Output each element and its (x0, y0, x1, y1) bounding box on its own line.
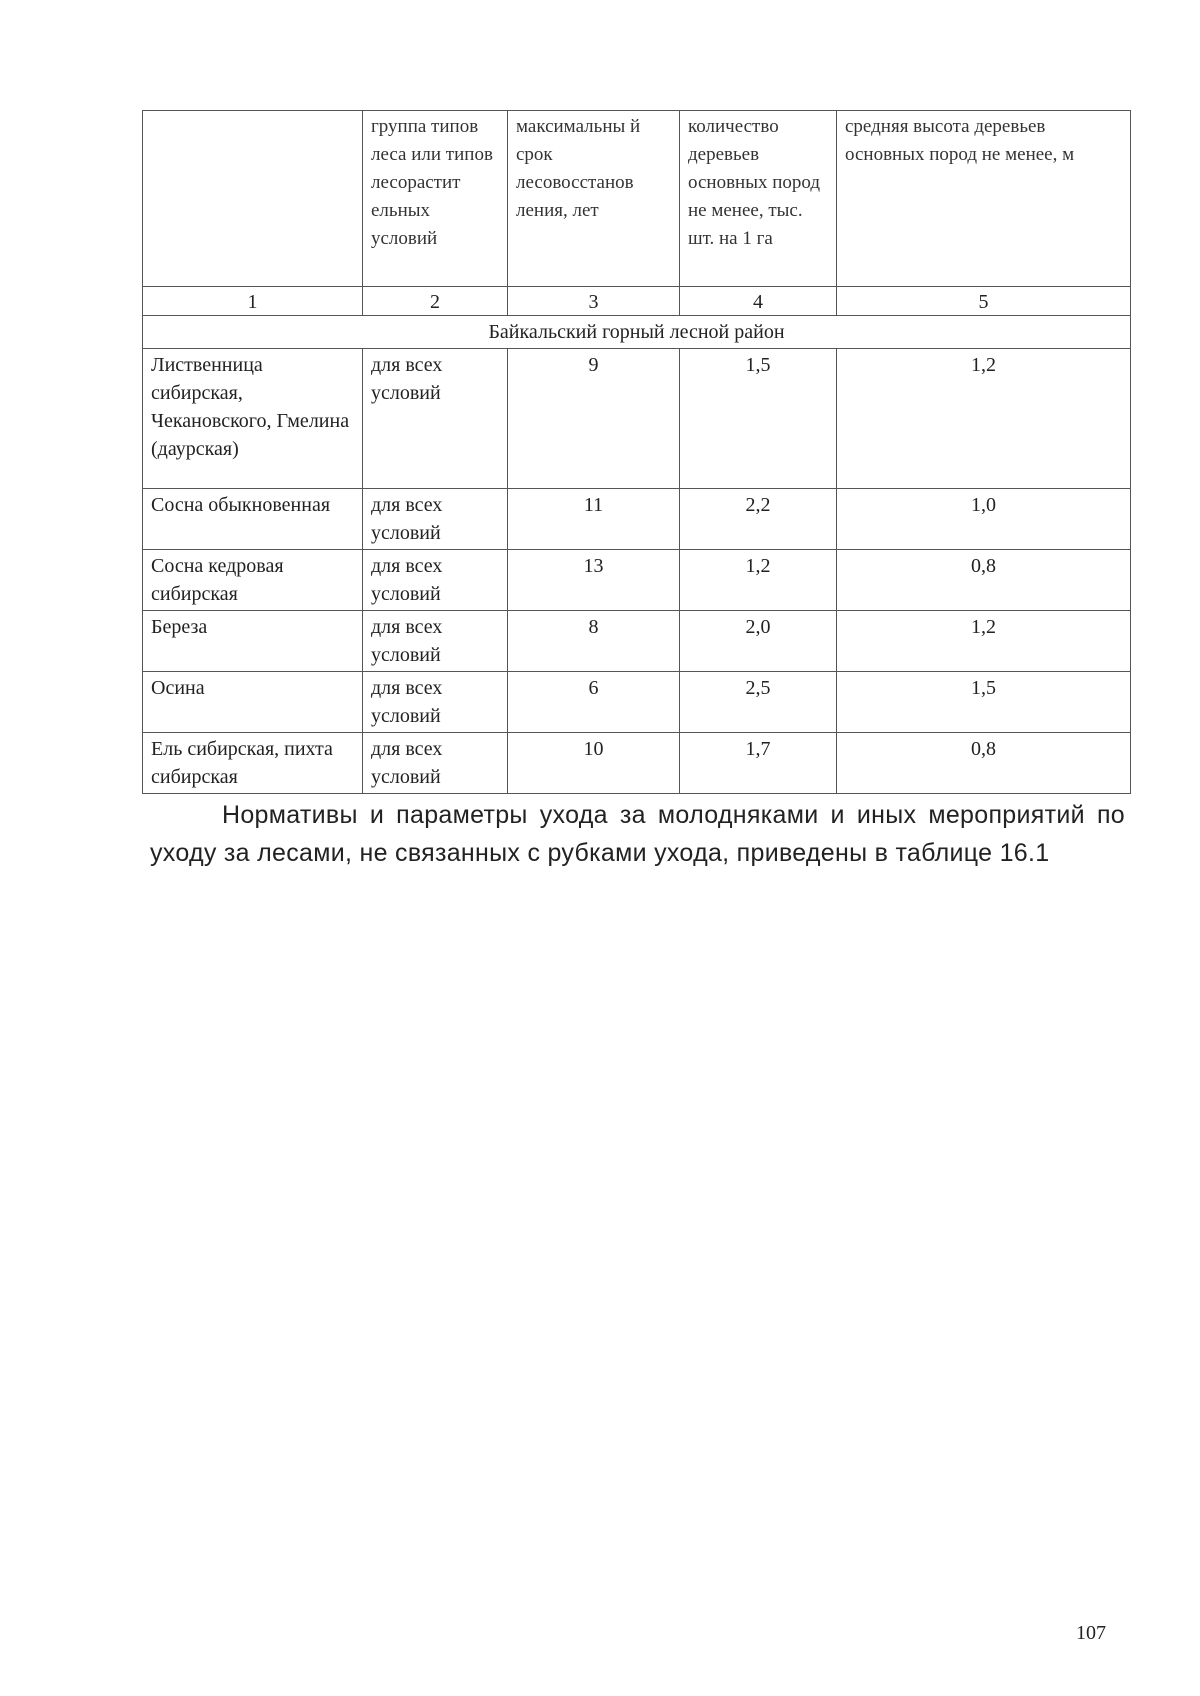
max-period-cell: 6 (508, 672, 680, 733)
header-cell (143, 111, 363, 287)
condition-cell: для всех условий (363, 611, 508, 672)
page-number: 107 (1076, 1622, 1106, 1644)
column-number: 5 (837, 287, 1131, 316)
column-number: 1 (143, 287, 363, 316)
species-cell: Лиственница сибирская, Чекановского, Гмелина (даурская) (143, 349, 363, 489)
table-row (143, 733, 1131, 794)
table-row (143, 349, 1131, 489)
species-cell: Ель сибирская, пихта сибирская (143, 733, 363, 794)
condition-cell: для всех условий (363, 489, 508, 550)
tree-count-cell: 1,2 (680, 550, 837, 611)
table-header-row (143, 111, 1131, 287)
condition-cell: для всех условий (363, 349, 508, 489)
body-paragraph: Нормативы и параметры ухода за молодняками и иных мероприятий по уходу за лесами, не связанных с рубками ухода, приведены в таблице 16.1 (150, 801, 1125, 867)
tree-count-cell: 1,5 (680, 349, 837, 489)
species-cell: Сосна кедровая сибирская (143, 550, 363, 611)
tree-count-cell: 2,5 (680, 672, 837, 733)
max-period-cell: 9 (508, 349, 680, 489)
table-row (143, 489, 1131, 550)
region-title: Байкальский горный лесной район (143, 316, 1131, 349)
header-cell: максимальны й срок лесовосстанов ления, лет (508, 111, 680, 287)
avg-height-cell: 0,8 (837, 733, 1131, 794)
species-cell: Осина (143, 672, 363, 733)
species-cell: Сосна обыкновенная (143, 489, 363, 550)
tree-count-cell: 2,2 (680, 489, 837, 550)
region-row (143, 316, 1131, 349)
column-number-row (143, 287, 1131, 316)
column-number: 4 (680, 287, 837, 316)
reforestation-norms-table (142, 110, 1131, 794)
header-cell: группа типов леса или типов лесорастит ельных условий (363, 111, 508, 287)
avg-height-cell: 1,0 (837, 489, 1131, 550)
max-period-cell: 13 (508, 550, 680, 611)
column-number: 2 (363, 287, 508, 316)
header-cell: средняя высота деревьев основных пород не менее, м (837, 111, 1131, 287)
avg-height-cell: 1,2 (837, 611, 1131, 672)
condition-cell: для всех условий (363, 550, 508, 611)
species-cell: Береза (143, 611, 363, 672)
max-period-cell: 11 (508, 489, 680, 550)
condition-cell: для всех условий (363, 733, 508, 794)
tree-count-cell: 1,7 (680, 733, 837, 794)
avg-height-cell: 0,8 (837, 550, 1131, 611)
max-period-cell: 10 (508, 733, 680, 794)
column-number: 3 (508, 287, 680, 316)
table-row (143, 550, 1131, 611)
condition-cell: для всех условий (363, 672, 508, 733)
max-period-cell: 8 (508, 611, 680, 672)
table-row (143, 611, 1131, 672)
table-row (143, 672, 1131, 733)
tree-count-cell: 2,0 (680, 611, 837, 672)
header-cell: количество деревьев основных пород не менее, тыс. шт. на 1 га (680, 111, 837, 287)
avg-height-cell: 1,2 (837, 349, 1131, 489)
avg-height-cell: 1,5 (837, 672, 1131, 733)
